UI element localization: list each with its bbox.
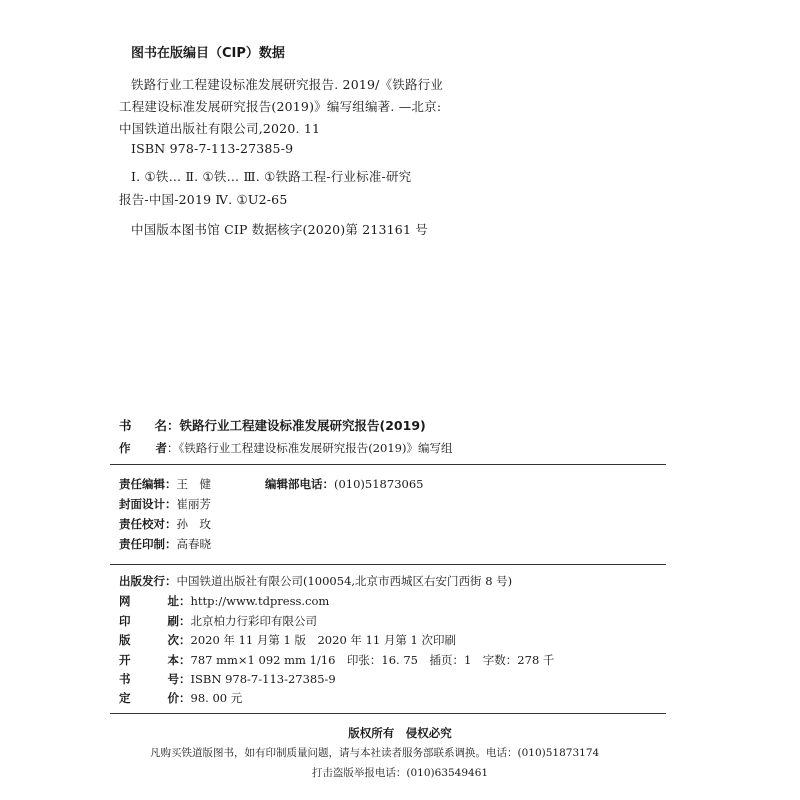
service-note: 凡购买铁道版图书，如有印制质量问题，请与本社读者服务部联系调换。电话：(010)51873174 — [150, 747, 600, 759]
isbn-value: ISBN 978-7-113-27385-9 — [190, 672, 336, 686]
printer-value: 北京柏力行彩印有限公司 — [190, 614, 317, 628]
price-label: 定 价 — [119, 691, 179, 705]
publisher-row — [119, 573, 512, 589]
proofreader-row — [119, 516, 211, 532]
cip-line-1: 铁路行业工程建设标准发展研究报告. 2019/《铁路行业 — [131, 77, 444, 92]
printing-supervisor-row — [119, 536, 211, 552]
divider-2 — [110, 564, 666, 565]
editorial-phone-value: (010)51873065 — [334, 477, 424, 491]
cip-line-3: 中国铁道出版社有限公司,2020. 11 — [119, 121, 321, 136]
book-title-label: 书 名 — [119, 418, 167, 433]
format-label: 开 本 — [119, 653, 179, 667]
printing-supervisor-label: 责任印制： — [119, 537, 177, 551]
cip-title: 图书在版编目（CIP）数据 — [131, 46, 285, 61]
editor-row — [119, 476, 211, 492]
printer-row: 印 刷 ：北京柏力行彩印有限公司 — [119, 614, 317, 628]
copyright-notice: 版权所有 侵权必究 — [348, 726, 452, 740]
book-author-value: 《铁路行业工程建设标准发展研究报告(2019)》编写组 — [178, 441, 453, 455]
format-value: 787 mm×1 092 mm 1/16 印张：16. 75 插页：1 字数：278 千 — [190, 653, 555, 667]
edition-label: 版 次 — [119, 633, 179, 647]
printer-label: 印 刷 — [119, 614, 179, 628]
divider-3 — [110, 713, 666, 714]
isbn-row: 书 号 ：ISBN 978-7-113-27385-9 — [119, 672, 336, 686]
publisher-label: 出版发行： — [119, 574, 177, 588]
editor-label: 责任编辑： — [119, 477, 177, 491]
isbn-label: 书 号 — [119, 672, 179, 686]
divider-1 — [110, 464, 666, 465]
book-title-row: 书 名 ：铁路行业工程建设标准发展研究报告(2019) — [119, 418, 426, 433]
book-author-row: 作 者 ：《铁路行业工程建设标准发展研究报告(2019)》编写组 — [119, 441, 453, 455]
cover-design-label: 封面设计： — [119, 497, 177, 511]
editorial-phone-label: 编辑部电话： — [265, 477, 334, 491]
cover-design-row — [119, 496, 211, 512]
book-author-label: 作 者 — [119, 441, 167, 455]
website-value: http://www.tdpress.com — [190, 594, 330, 608]
edition-row: 版 次 ：2020 年 11 月第 1 版 2020 年 11 月第 1 次印刷 — [119, 633, 456, 647]
website-label: 网 址 — [119, 594, 179, 608]
proofreader-label: 责任校对： — [119, 517, 177, 531]
piracy-hotline: 打击盗版举报电话：(010)63549461 — [311, 767, 489, 779]
printing-supervisor-value: 高春晓 — [176, 537, 211, 551]
cover-design-value: 崔丽芳 — [176, 497, 211, 511]
publisher-value: 中国铁道出版社有限公司(100054,北京市西城区右安门西街 8 号) — [176, 574, 513, 588]
price-row: 定 价 ：98. 00 元 — [119, 691, 243, 705]
cip-line-classification-cont: 报告-中国-2019 Ⅳ. ①U2-65 — [119, 192, 288, 207]
cip-line-classification: Ⅰ. ①铁… Ⅱ. ①铁… Ⅲ. ①铁路工程-行业标准-研究 — [131, 169, 412, 184]
format-row: 开 本 ：787 mm×1 092 mm 1/16 印张：16. 75 插页：1 字数：278 千 — [119, 653, 555, 667]
price-value: 98. 00 元 — [190, 691, 243, 705]
editorial-phone-row — [265, 476, 423, 492]
editor-value: 王 健 — [176, 477, 211, 491]
proofreader-value: 孙 玫 — [176, 517, 211, 531]
cip-line-isbn: ISBN 978-7-113-27385-9 — [131, 141, 294, 156]
book-title-value: 铁路行业工程建设标准发展研究报告(2019) — [179, 418, 426, 433]
edition-value: 2020 年 11 月第 1 版 2020 年 11 月第 1 次印刷 — [190, 633, 456, 647]
website-row: 网 址 ：http://www.tdpress.com — [119, 594, 330, 608]
cip-line-2: 工程建设标准发展研究报告(2019)》编写组编著. —北京: — [119, 99, 442, 114]
cip-line-approval-number: 中国版本图书馆 CIP 数据核字(2020)第 213161 号 — [131, 222, 428, 237]
